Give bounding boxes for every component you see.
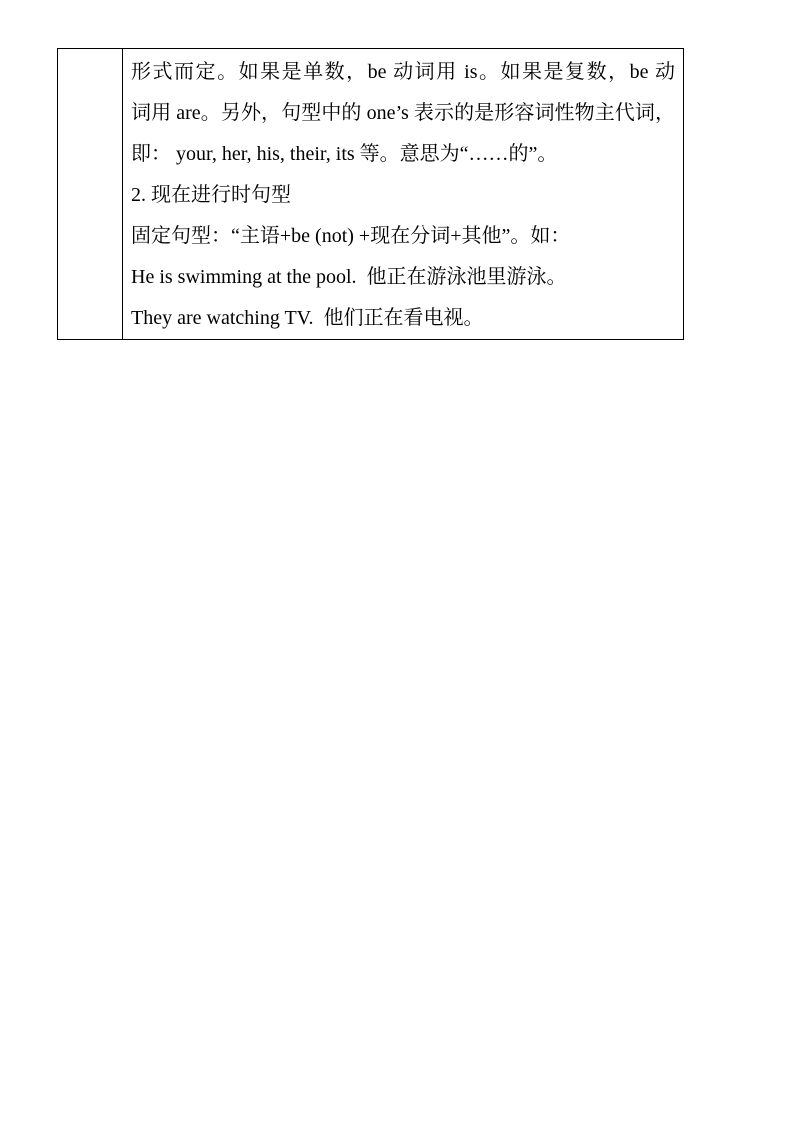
- text-line-6: He is swimming at the pool. 他正在游泳池里游泳。: [131, 266, 567, 288]
- text-line-2: 词用 are。另外，句型中的 one’s 表示的是形容词性物主代词，: [131, 102, 675, 124]
- grammar-table: [57, 48, 684, 340]
- table-left-cell: [58, 49, 123, 339]
- text-line-7: They are watching TV. 他们正在看电视。: [131, 307, 484, 329]
- text-line-4: 2. 现在进行时句型: [131, 184, 291, 206]
- text-line-3: 即： your, her, his, their, its 等。意思为“……的”。: [131, 143, 558, 165]
- text-line-1: 形式而定。如果是单数，be 动词用 is。如果是复数，be 动: [131, 61, 675, 83]
- table-right-cell: [123, 49, 683, 339]
- text-line-5: 固定句型：“主语+be (not) +现在分词+其他”。如：: [131, 225, 571, 247]
